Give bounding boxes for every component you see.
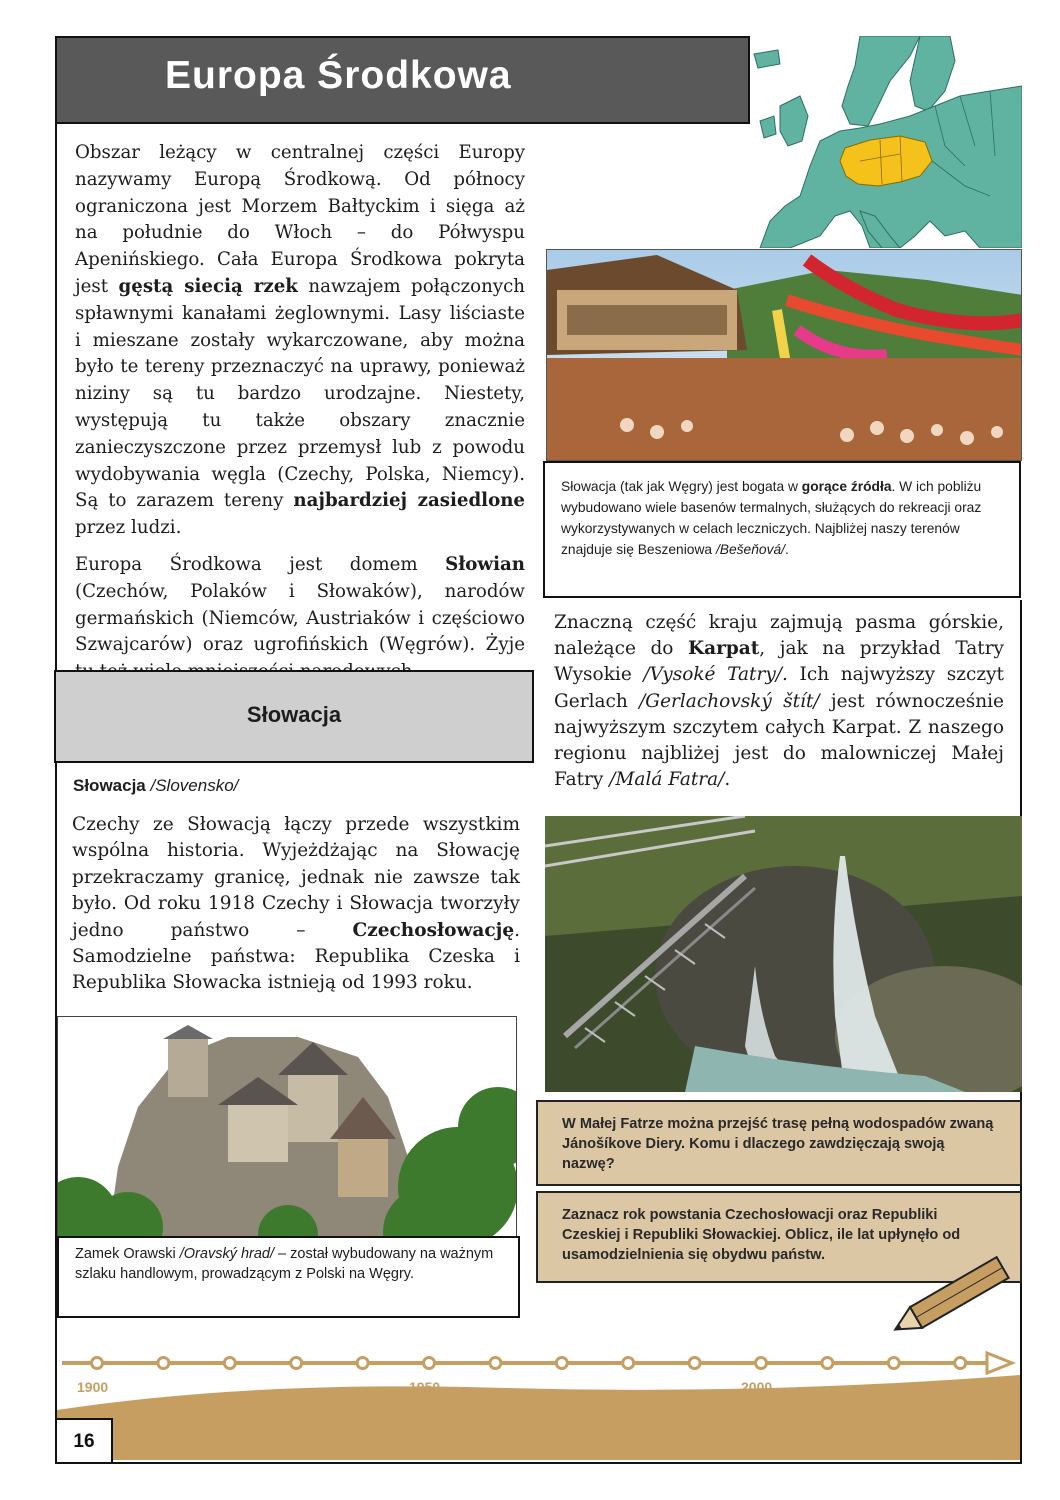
timeline-year-1950: 1950 bbox=[409, 1379, 441, 1395]
text-run: Zamek Orawski bbox=[75, 1246, 180, 1262]
waterfall-photo bbox=[545, 816, 1022, 1092]
aquapark-photo-graphic bbox=[547, 250, 1022, 461]
timeline-tick[interactable] bbox=[291, 1358, 302, 1369]
text-run: /Oravský hrad/ bbox=[179, 1246, 275, 1262]
timeline-tick[interactable] bbox=[92, 1358, 103, 1369]
text-run: , jak na przykład Tatry Wysokie bbox=[554, 638, 1004, 686]
timeline-year-1900: 1900 bbox=[77, 1379, 109, 1395]
intro-paragraph-1 bbox=[75, 140, 525, 542]
text-run: Słowacja (tak jak Węgry) jest bogata w bbox=[561, 479, 802, 494]
timeline-ground bbox=[57, 1375, 1020, 1460]
timeline-tick[interactable] bbox=[955, 1358, 966, 1369]
slovakia-heading-box bbox=[54, 670, 534, 763]
text-run: /Malá Fatra/ bbox=[609, 769, 725, 791]
text-run: Słowian bbox=[445, 553, 525, 575]
text-run: – został wybudowany na ważnym szlaku handlowym, prowadzącym z Polski na Węgry. bbox=[75, 1246, 494, 1282]
timeline-tick[interactable] bbox=[689, 1358, 700, 1369]
timeline-tick[interactable] bbox=[224, 1358, 235, 1369]
text-run: /Vysoké Tatry/ bbox=[643, 664, 783, 686]
intro-text bbox=[75, 140, 525, 696]
page-number-box bbox=[55, 1418, 113, 1464]
slovakia-text bbox=[72, 812, 520, 997]
text-run: Karpat bbox=[688, 638, 760, 660]
timeline-tick[interactable] bbox=[490, 1358, 501, 1369]
timeline-tick[interactable] bbox=[756, 1358, 767, 1369]
text-run: . Samodzielne państwa: Republika Czeska i Republika Słowacka istnieją od 1993 roku. bbox=[72, 919, 520, 994]
orava-castle-photo-graphic bbox=[58, 1017, 517, 1237]
aquapark-caption bbox=[543, 461, 1021, 598]
timeline-tick[interactable] bbox=[822, 1358, 833, 1369]
aquapark-photo bbox=[546, 249, 1022, 461]
mountains-text bbox=[554, 610, 1004, 793]
text-run: /Bešeňová/ bbox=[715, 542, 785, 557]
intro-paragraph-2 bbox=[75, 552, 525, 686]
castle-caption bbox=[57, 1236, 520, 1318]
page-number: 16 bbox=[73, 1431, 95, 1452]
text-run: . bbox=[724, 769, 731, 791]
text-run: przez ludzi. bbox=[75, 517, 182, 539]
text-run: Europa Środkowa jest domem bbox=[75, 553, 446, 575]
slovakia-subheading bbox=[73, 776, 238, 796]
timeline-tick[interactable] bbox=[888, 1358, 899, 1369]
europe-map bbox=[750, 36, 1022, 248]
text-run: Znaczną część kraju zajmują pasma górskie, należące do bbox=[554, 612, 1004, 660]
text-run: /Slovensko/ bbox=[150, 776, 239, 795]
timeline-tick[interactable] bbox=[556, 1358, 567, 1369]
text-run: gorące źródła bbox=[801, 479, 892, 494]
text-run: jest równocześnie najwyższym szczytem całych Karpat. Z naszego regionu najbliżej jest do malowniczej Małej Fatry bbox=[554, 690, 1004, 791]
timeline-tick[interactable] bbox=[357, 1358, 368, 1369]
timeline-year-2000: 2000 bbox=[741, 1379, 773, 1395]
timeline bbox=[57, 1340, 1020, 1460]
text-run: najbardziej zasiedlone bbox=[293, 490, 526, 512]
text-run: Obszar leżący w centralnej części Europy nazywamy Europą Środkową. Od północy ograniczona jest Morzem Bałtyckim i sięga aż na południe do Włoch – do Półwyspu Apenińskiego. Cała Europa Środkowa pokryta jest bbox=[75, 142, 525, 297]
text-run: . W ich pobliżu wybudowano wiele basenów termalnych, służących do rekreacji oraz wykorzystywanych w celach leczniczych. Najbliżej naszy terenów znajduje się Beszeniowa bbox=[561, 479, 982, 557]
text-run: (Czechów, Polaków i Słowaków), narodów germańskich (Niemców, Austriaków i częściowo Szwajcarów) oraz ugrofińskich (Węgrów). Żyje bbox=[75, 580, 525, 656]
pencil-icon bbox=[880, 1255, 1030, 1335]
text-run: /Gerlachovský štít/ bbox=[639, 690, 820, 712]
europe-map-graphic bbox=[750, 36, 1022, 248]
text-run: nawzajem połączonych spławnymi kanałami żeglownymi. Lasy liściaste i mieszane zostały wykarczowane, aby można było te tereny przeznaczyć na uprawy, ponieważ niziny są tu bardzo urodzajne. Niestety, występują tu także obszary znacznie zanieczyszczone przez przemysł lub z powodu wydobywania węgla (Czechy, Polska, Niemcy). Są to zarazem tereny bbox=[75, 275, 525, 512]
text-run: . bbox=[784, 542, 789, 557]
waterfall-photo-graphic bbox=[545, 816, 1022, 1092]
title-banner bbox=[55, 36, 750, 124]
timeline-arrow-icon bbox=[987, 1353, 1012, 1373]
timeline-tick[interactable] bbox=[424, 1358, 435, 1369]
text-run: Czechosłowację bbox=[352, 919, 515, 941]
text-run: Słowacja bbox=[73, 776, 146, 795]
text-run: gęstą siecią rzek bbox=[118, 275, 298, 297]
orava-castle-photo bbox=[57, 1016, 517, 1237]
timeline-tick[interactable] bbox=[158, 1358, 169, 1369]
task-box-waterfalls: W Małej Fatrze można przejść trasę pełną wodospadów zwaną Jánošíkove Diery. Komu i dlaczego zawdzięczają swoją nazwę? bbox=[536, 1100, 1022, 1186]
text-run: . Ich najwyższy szczyt Gerlach bbox=[554, 664, 1004, 712]
task-box-timeline: Zaznacz rok powstania Czechosłowacji oraz Republiki Czeskiej i Republiki Słowackiej. Oblicz, ile lat upłynęło od usamodzielnienia się obydwu państw. bbox=[536, 1191, 1022, 1283]
slovakia-heading: Słowacja bbox=[246, 702, 342, 727]
timeline-tick[interactable] bbox=[623, 1358, 634, 1369]
page-title: Europa Środkowa bbox=[165, 54, 512, 97]
text-run: Czechy ze Słowacją łączy przede wszystkim wspólna historia. Wyjeżdżając na Słowację przekraczamy granicę, jednak nie zawsze tak było. Od roku 1918 Czechy i Słowacja tworzyły jedno państwo – bbox=[72, 814, 520, 941]
